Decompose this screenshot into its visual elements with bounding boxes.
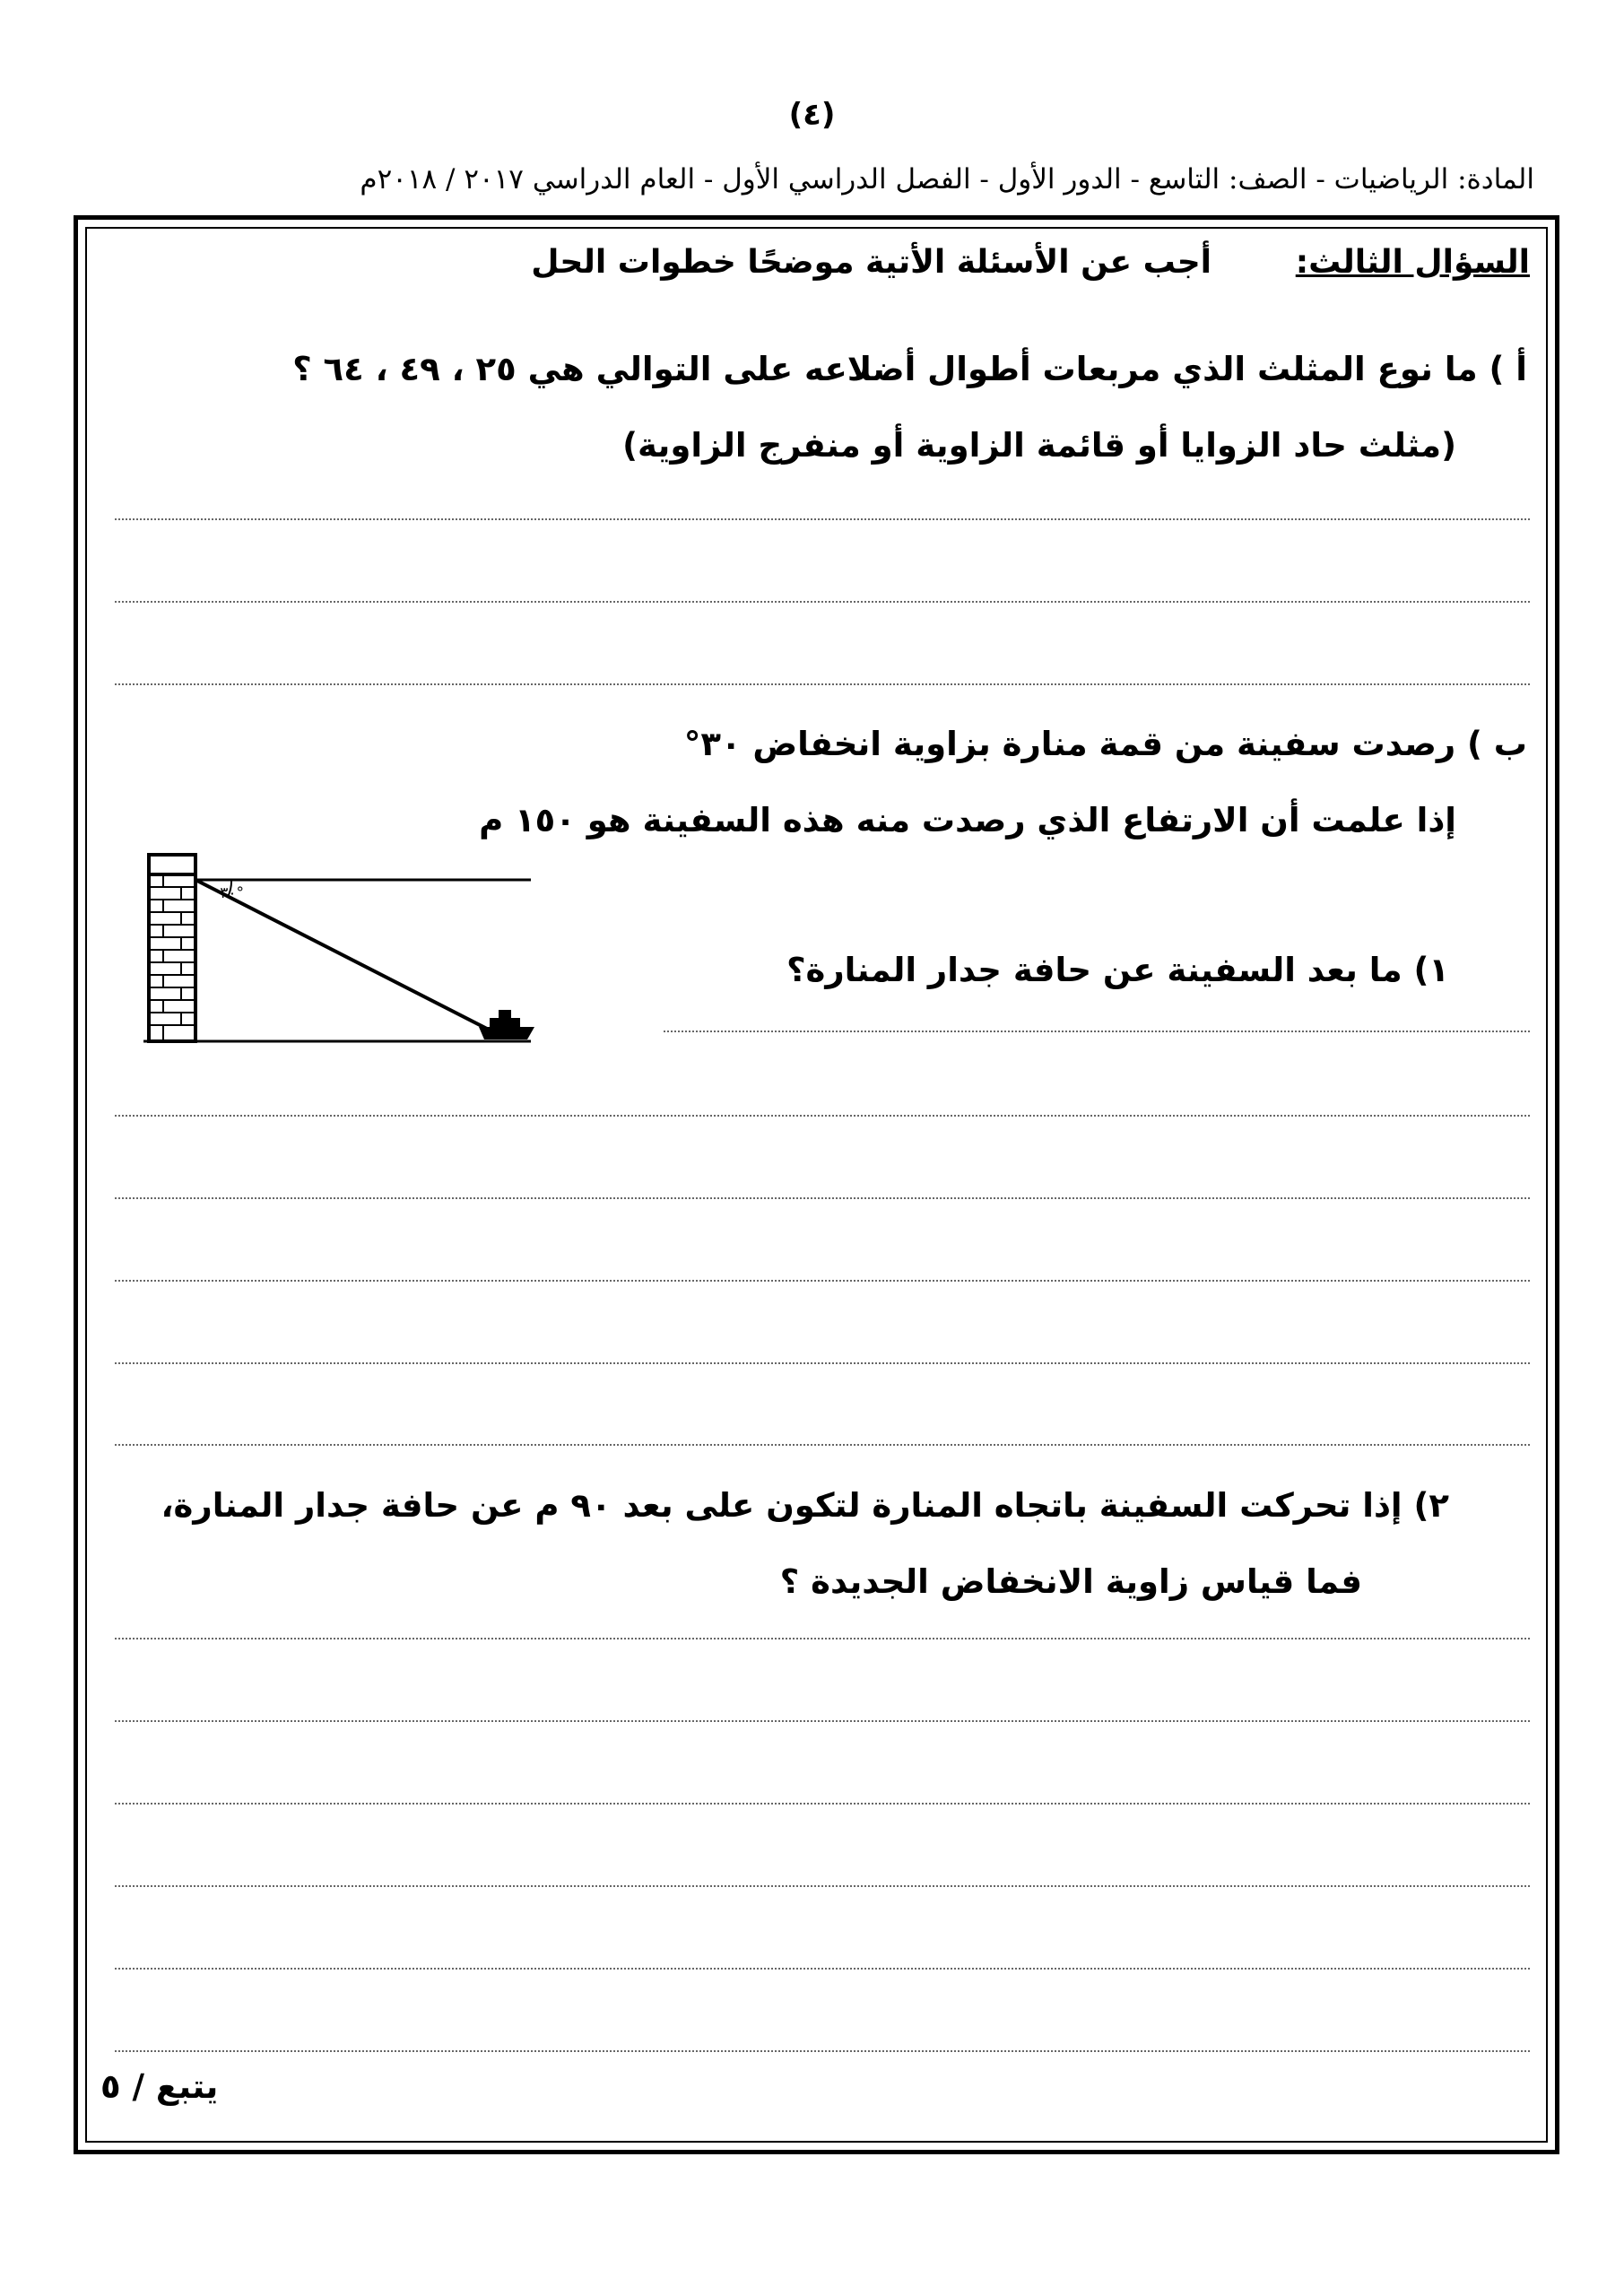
part-b-question: ب ) رصدت سفينة من قمة منارة بزاوية انخفاض ٣٠° (683, 725, 1527, 763)
angle-label: °٣٠ (220, 884, 244, 902)
answer-line (115, 1968, 1530, 1970)
answer-line (115, 683, 1530, 685)
sub-question-2: ٢) إذا تحركت السفينة باتجاه المنارة لتكون على بعد ٩٠ م عن حافة جدار المنارة، (161, 1486, 1449, 1525)
lighthouse-wall-icon (149, 855, 195, 1041)
answer-line (115, 1115, 1530, 1117)
answer-line (115, 518, 1530, 520)
answer-line (115, 1803, 1530, 1805)
lighthouse-diagram (143, 848, 538, 1054)
exam-header: المادة: الرياضيات - الصف: التاسع - الدور الأول - الفصل الدراسي الأول - العام الدراسي ٢٠١٧ / ٢٠١٨م (360, 163, 1534, 196)
part-b-given: إذا علمت أن الارتفاع الذي رصدت منه هذه السفينة هو ١٥٠ م (479, 801, 1456, 839)
question-instruction: أجب عن الأسئلة الأتية موضحًا خطوات الحل (531, 244, 1211, 281)
line-of-sight (195, 880, 489, 1030)
answer-line (115, 1638, 1530, 1639)
answer-line (115, 1720, 1530, 1722)
sub-question-2-cont: فما قياس زاوية الانخفاض الجديدة ؟ (779, 1562, 1362, 1601)
answer-line (115, 1280, 1530, 1282)
answer-line (115, 1885, 1530, 1887)
ship-icon (479, 1010, 534, 1039)
answer-line (115, 1197, 1530, 1199)
part-a-options: (مثلث حاد الزوايا أو قائمة الزاوية أو منفرج الزاوية) (622, 426, 1456, 465)
answer-line (115, 2050, 1530, 2052)
part-a-question: أ ) ما نوع المثلث الذي مربعات أطوال أضلاعه على التوالي هي ٢٥ ، ٤٩ ، ٦٤ ؟ (292, 350, 1527, 388)
page-frame-inner (85, 227, 1548, 2143)
answer-line (664, 1031, 1530, 1032)
continue-footer: يتبع / ٥ (100, 2067, 219, 2106)
answer-line (115, 601, 1530, 603)
sub-question-1: ١) ما بعد السفينة عن حافة جدار المنارة؟ (786, 951, 1449, 989)
page-number: (٤) (788, 97, 836, 133)
answer-line (115, 1362, 1530, 1364)
answer-line (115, 1444, 1530, 1446)
question-title: السؤال الثالث: (1295, 244, 1530, 281)
